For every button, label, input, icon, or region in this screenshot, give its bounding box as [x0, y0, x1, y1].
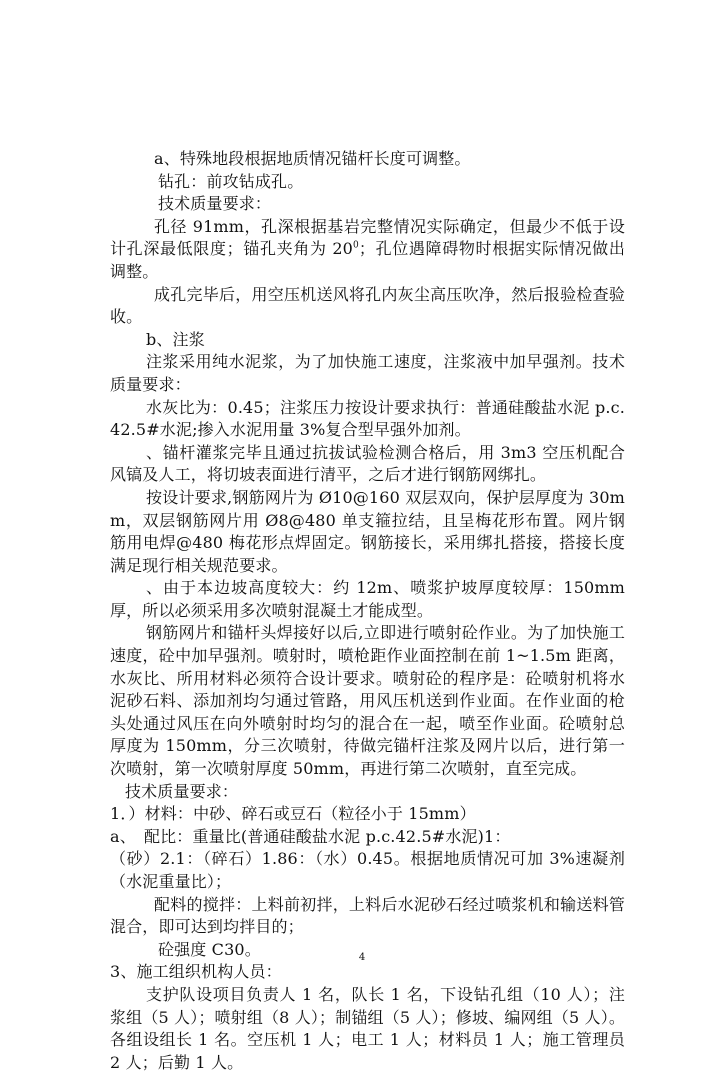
section-heading-organization: 3、施工组织机构人员： — [110, 962, 282, 982]
paragraph-grouting-heading: b、注浆 — [146, 329, 205, 349]
paragraph-grouting: 注浆采用纯水泥浆，为了加快施工速度，注浆液中加早强剂。技术质量要求： — [110, 352, 625, 394]
paragraph-slope-height: 、由于本边坡高度较大：约 12m、喷浆护坡厚度较厚：150mm 厚，所以必须采用多次喷射混凝土才能成型。 — [110, 578, 625, 620]
hole-diameter-text: 孔径 91mm，孔深根据基岩完整情况实际确定，但最少不低于设计孔深最低限度；锚孔夹角为 20 — [110, 216, 625, 259]
list-item-mix-ratio-cont: （砂）2.1：（碎石）1.86：（水）0.45。根据地质情况可加 3%速凝剂（水泥重量比）； — [110, 849, 625, 891]
paragraph-organization: 支护队设项目负责人 1 名，队长 1 名，下设钻孔组（10 人）；注浆组（5 人）；喷射组（8 人）；制锚组（5 人）；修坡、编网组（5 人）。各组设组长 1 名。空压机 1 人；电工 1 人；材料员 1 人；施工管理员 2 人；后勤 1 人。 — [110, 984, 625, 1072]
paragraph-steel-mesh: 按设计要求,钢筋网片为 Ø10@160 双层双向，保护层厚度为 30mm，双层钢筋网片用 Ø8@480 单支箍拉结，且呈梅花形布置。网片钢筋用电焊@480 梅花形点焊固定。钢筋接长，采用绑扎搭接，搭接长度满足现行相关规范要求。 — [110, 487, 625, 575]
paragraph-shotcrete: 钢筋网片和锚杆头焊接好以后,立即进行喷射砼作业。为了加快施工速度，砼中加早强剂。喷射时，喷枪距作业面控制在前 1~1.5m 距离，水灰比、所用材料必须符合设计要求。喷射砼的程序是：砼喷射机将水泥砂石料、添加剂均匀通过管路，用风压机送到作业面。在作业面的枪头处通过风压在向外喷射时均匀的混合在一起，喷至作业面。砼喷射总厚度为 150mm，分三次喷射，待做完锚杆注浆及网片以后，进行第一次喷射，第一次喷射厚度 50mm，再进行第二次喷射，直至完成。 — [110, 623, 625, 779]
hole-diameter-text-end: ；孔位遇障碍物时根据实际情况做出调整。 — [110, 239, 625, 281]
list-item-mix-ratio: a、 配比：重量比(普通硅酸盐水泥 p.c.42.5#水泥)1： — [110, 826, 511, 846]
paragraph-hole-cleaning: 成孔完毕后，用空压机送风将孔内灰尘高压吹净，然后报验检查验收。 — [110, 284, 625, 327]
degree-superscript: 0 — [353, 241, 359, 252]
page-number: 4 — [358, 952, 366, 963]
paragraph-anchor-grouting: 、锚杆灌浆完毕且通过抗拔试验检测合格后，用 3m3 空压机配合风镐及人工，将切坡表面进行清平，之后才进行钢筋网绑扎。 — [110, 442, 625, 485]
paragraph-water-cement: 水灰比为：0.45；注浆压力按设计要求执行：普通硅酸盐水泥 p.c.42.5#水泥;掺入水泥用量 3%复合型早强外加剂。 — [110, 397, 625, 440]
paragraph-strength: 砼强度 C30。 — [158, 939, 261, 959]
paragraph-hole-diameter — [110, 216, 625, 284]
paragraph-quality-heading-2: 技术质量要求： — [125, 781, 239, 801]
paragraph-quality-heading: 技术质量要求： — [158, 194, 272, 214]
list-item-materials: 1．）材料：中砂、碎石或豆石（粒径小于 15mm） — [110, 804, 476, 824]
paragraph-drilling: 钻孔：前攻钻成孔。 — [158, 171, 304, 191]
paragraph-anchor-adjust: a、特殊地段根据地质情况锚杆长度可调整。 — [154, 149, 471, 168]
paragraph-mixing: 配料的搅拌：上料前初拌，上料后水泥砂石经过喷浆机和输送料管混合，即可达到均拌目的； — [110, 894, 625, 937]
document-body — [110, 148, 625, 1074]
